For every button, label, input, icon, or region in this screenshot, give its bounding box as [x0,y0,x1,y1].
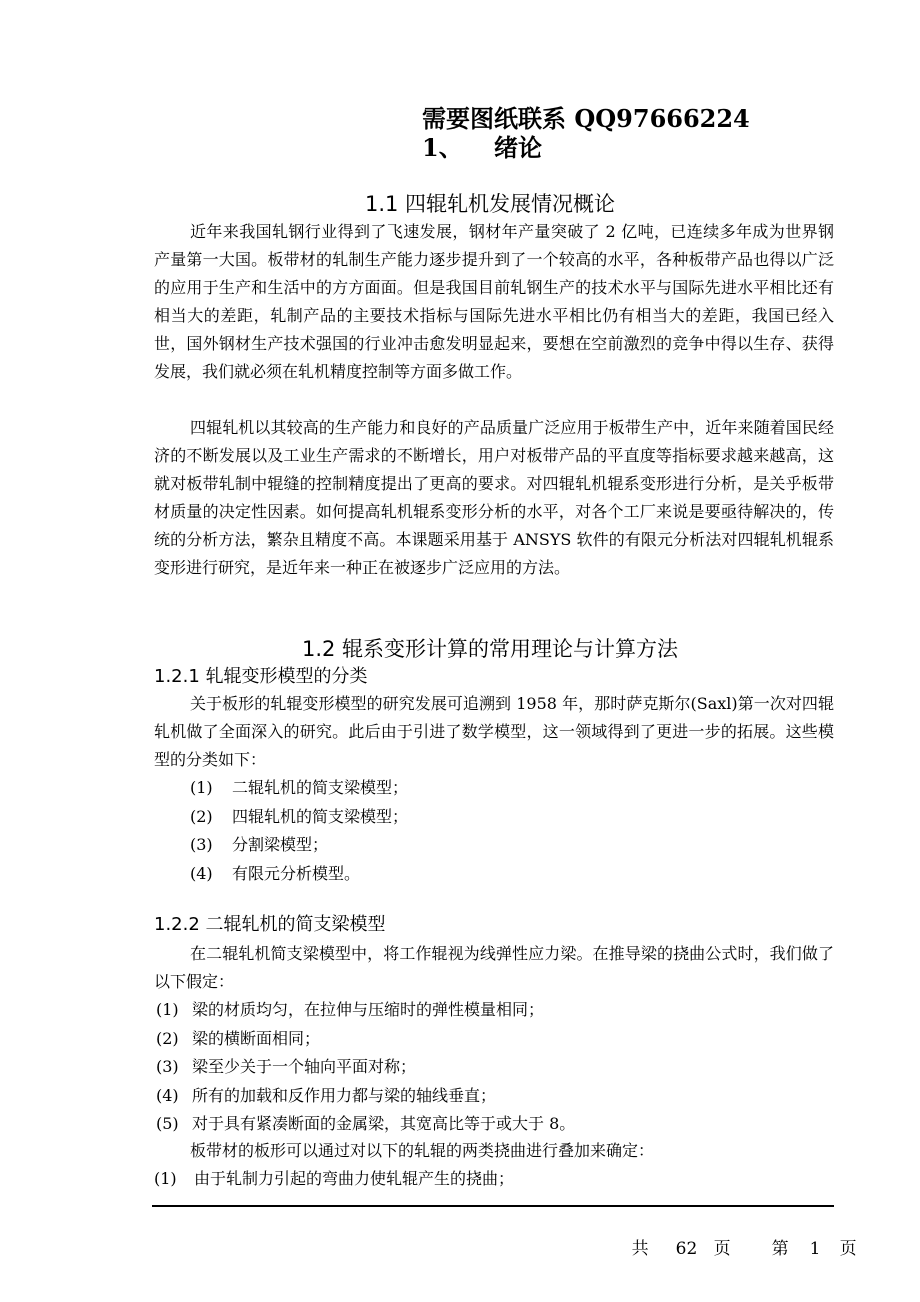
list-item: (4) 有限元分析模型。 [190,863,361,883]
list-item: (2) 四辊轧机的简支梁模型； [190,806,409,826]
paragraph-1-2-2-a: 在二辊轧机简支梁模型中，将工作辊视为线弹性应力梁。在推导梁的挠曲公式时，我们做了以下假定： [154,944,834,991]
page-footer [610,1213,857,1285]
list-item: (4) 所有的加载和反作用力都与梁的轴线垂直； [156,1085,497,1105]
footer-total: 62 [675,1239,698,1259]
contact-line: 需要图纸联系 QQ97666224 [422,104,750,133]
footer-gong: 共 [631,1239,649,1259]
chapter-title [422,133,750,162]
chapter-name: 绪论 [494,133,542,162]
footer-rule [152,1205,834,1207]
paragraph-1-1-b: 四辊轧机以其较高的生产能力和良好的产品质量广泛应用于板带生产中，近年来随着国民经济的不断发展以及工业生产需求的不断增长，用户对板带产品的平直度等指标要求越来越高，这就对板带轧制中辊缝的控制精度提出了更高的要求。对四辊轧机辊系变形进行分析，是关乎板带材质量的决定性因素。如何提高轧机辊系变形分析的水平，对各个工厂来说是要亟待解决的，传统的分析方法，繁杂且精度不高。本课题采用基于 ANSYS 软件的有限元分析法对四辊轧机辊系变形进行研究，是近年来一种正在被逐步广泛应用的方法。 [154,418,834,577]
deflection-list [154,1165,514,1194]
footer-page: 1 [809,1239,821,1259]
chapter-number: 1、 [422,133,463,162]
footer-ye: 页 [713,1239,731,1259]
paragraph-1-2-1: 关于板形的轧辊变形模型的研究发展可追溯到 1958 年，那时萨克斯尔(Saxl)第一次对四辊轧机做了全面深入的研究。此后由于引进了数学模型，这一领域得到了更进一步的拓展。这些模型的分类如下： [154,694,834,769]
list-item: (3) 分割梁模型； [190,835,329,854]
subsection-heading-1-2-1: 1.2.1 轧辊变形模型的分类 [154,666,368,687]
list-item: (1) 由于轧制力引起的弯曲力使轧辊产生的挠曲； [154,1169,515,1188]
list-item: (2) 梁的横断面相同； [156,1028,321,1048]
paragraph-1-1-a: 近年来我国轧钢行业得到了飞速发展，钢材年产量突破了 2 亿吨，已连续多年成为世界钢产量第一大国。板带材的轧制生产能力逐步提升到了一个较高的水平，各种板带产品也得以广泛的应用于生产和生活中的方方面面。但是我国目前轧钢生产的技术水平与国际先进水平相比还有相当大的差距，轧制产品的主要技术指标与国际先进水平相比仍有相当大的差距，我国已经入世，国外钢材生产技术强国的行业冲击愈发明显起来，要想在空前激烈的竞争中得以生存、获得发展，我们就必须在轧机精度控制等方面多做工作。 [154,222,834,381]
list-item: (1) 二辊轧机的简支梁模型； [190,778,409,797]
paragraph-1-2-2-b: 板带材的板形可以通过对以下的轧辊的两类挠曲进行叠加来确定： [190,1141,655,1160]
section-heading-1-2: 1.2 辊系变形计算的常用理论与计算方法 [301,637,679,661]
subsection-heading-1-2-2: 1.2.2 二辊轧机的简支梁模型 [154,914,386,935]
list-item: (3) 梁至少关于一个轴向平面对称； [156,1057,417,1076]
list-item: (1) 梁的材质均匀，在拉伸与压缩时的弹性模量相同； [156,1000,545,1019]
list-item: (5) 对于具有紧凑断面的金属梁，其宽高比等于或大于 8。 [156,1114,576,1133]
footer-ye-2: 页 [839,1239,857,1259]
section-heading-1-1: 1.1 四辊轧机发展情况概论 [364,192,616,216]
assumption-list [156,996,575,1139]
title-block [422,104,750,162]
footer-di: 第 [771,1239,789,1259]
model-list [190,774,408,888]
